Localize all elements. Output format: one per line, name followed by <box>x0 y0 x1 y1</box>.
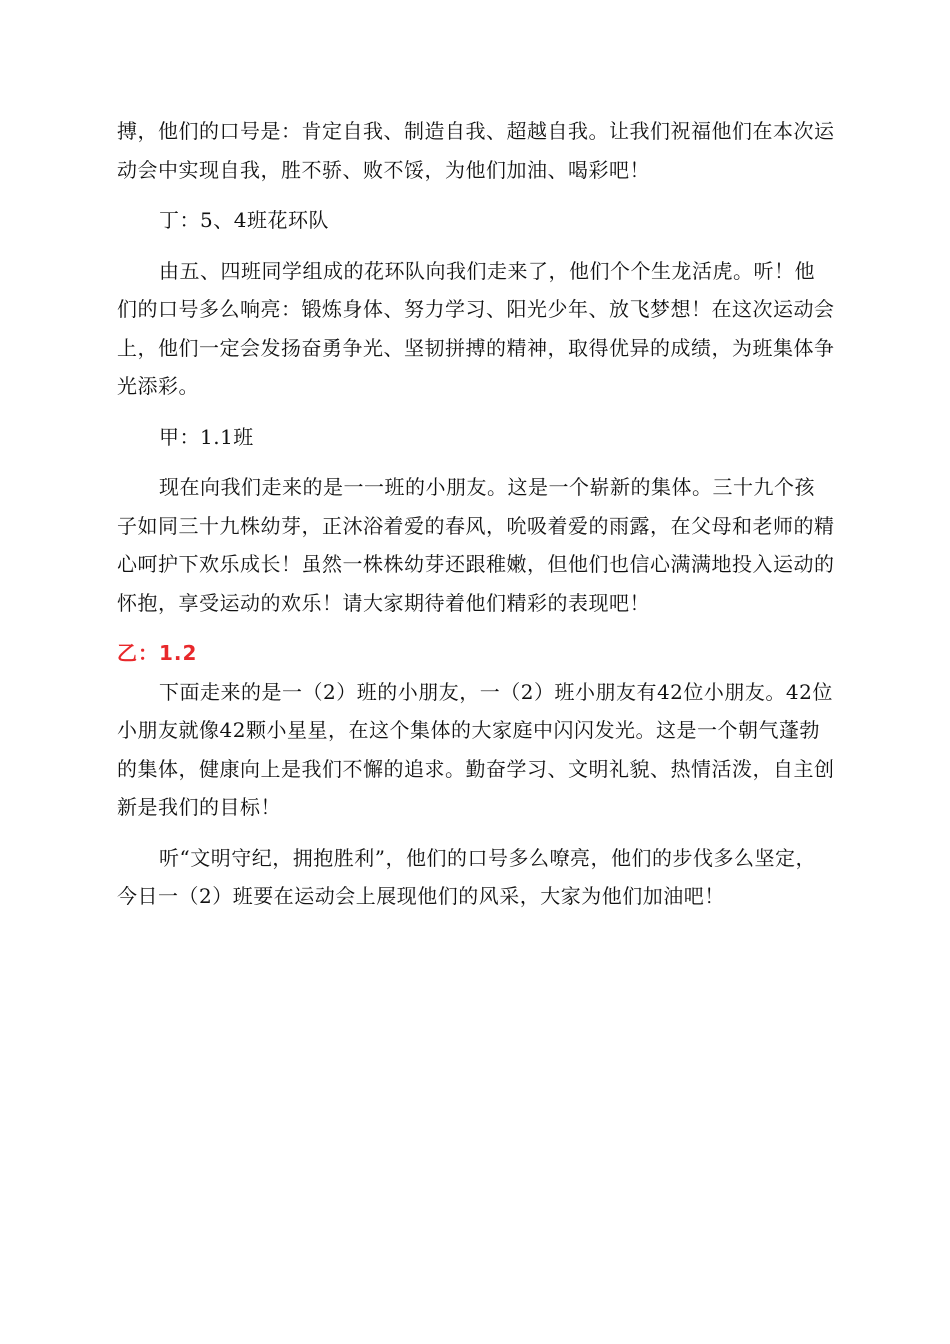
spacer <box>117 622 835 634</box>
section-heading-yi: 乙：1.2 <box>117 641 198 665</box>
paragraph-5: 听“文明守纪，拥抱胜利”，他们的口号多么嘹亮，他们的步伐多么坚定，今日一（2）班要在运动会上展现他们的风采，大家为他们加油吧！ <box>117 845 816 908</box>
paragraph-4: 下面走来的是一（2）班的小朋友，一（2）班小朋友有42位小朋友。42位小朋友就像42颗小星星，在这个集体的大家庭中闪闪发光。这是一个朝气蓬勃的集体，健康向上是我们不懈的追求。勤奋学习、文明礼貌、热情活泼，自主创新是我们的目标！ <box>117 679 835 819</box>
spacer <box>117 406 835 418</box>
paragraph-1: 搏，他们的口号是：肯定自我、制造自我、超越自我。让我们祝福他们在本次运动会中实现自我，胜不骄、败不馁，为他们加油、喝彩吧！ <box>117 119 835 182</box>
section-heading-ding: 丁：5、4班花环队 <box>159 208 329 232</box>
spacer <box>117 189 835 201</box>
paragraph-3: 现在向我们走来的是一一班的小朋友。这是一个崭新的集体。三十九个孩子如同三十九株幼芽，正沐浴着爱的春风，吮吸着爱的雨露，在父母和老师的精心呵护下欢乐成长！虽然一株株幼芽还跟稚嫩，但他们也信心满满地投入运动的怀抱，享受运动的欢乐！请大家期待着他们精彩的表现吧！ <box>117 475 835 615</box>
spacer <box>117 827 835 839</box>
section-heading-jia: 甲：1.1班 <box>159 424 254 449</box>
spacer <box>117 456 835 468</box>
spacer <box>117 240 835 252</box>
paragraph-2: 由五、四班同学组成的花环队向我们走来了，他们个个生龙活虎。听！他们的口号多么响亮：锻炼身体、努力学习、阳光少年、放飞梦想！在这次运动会上，他们一定会发扬奋勇争光、坚韧拼搏的精神，取得优异的成绩，为班集体争光添彩。 <box>117 258 835 398</box>
document-body <box>117 112 835 916</box>
